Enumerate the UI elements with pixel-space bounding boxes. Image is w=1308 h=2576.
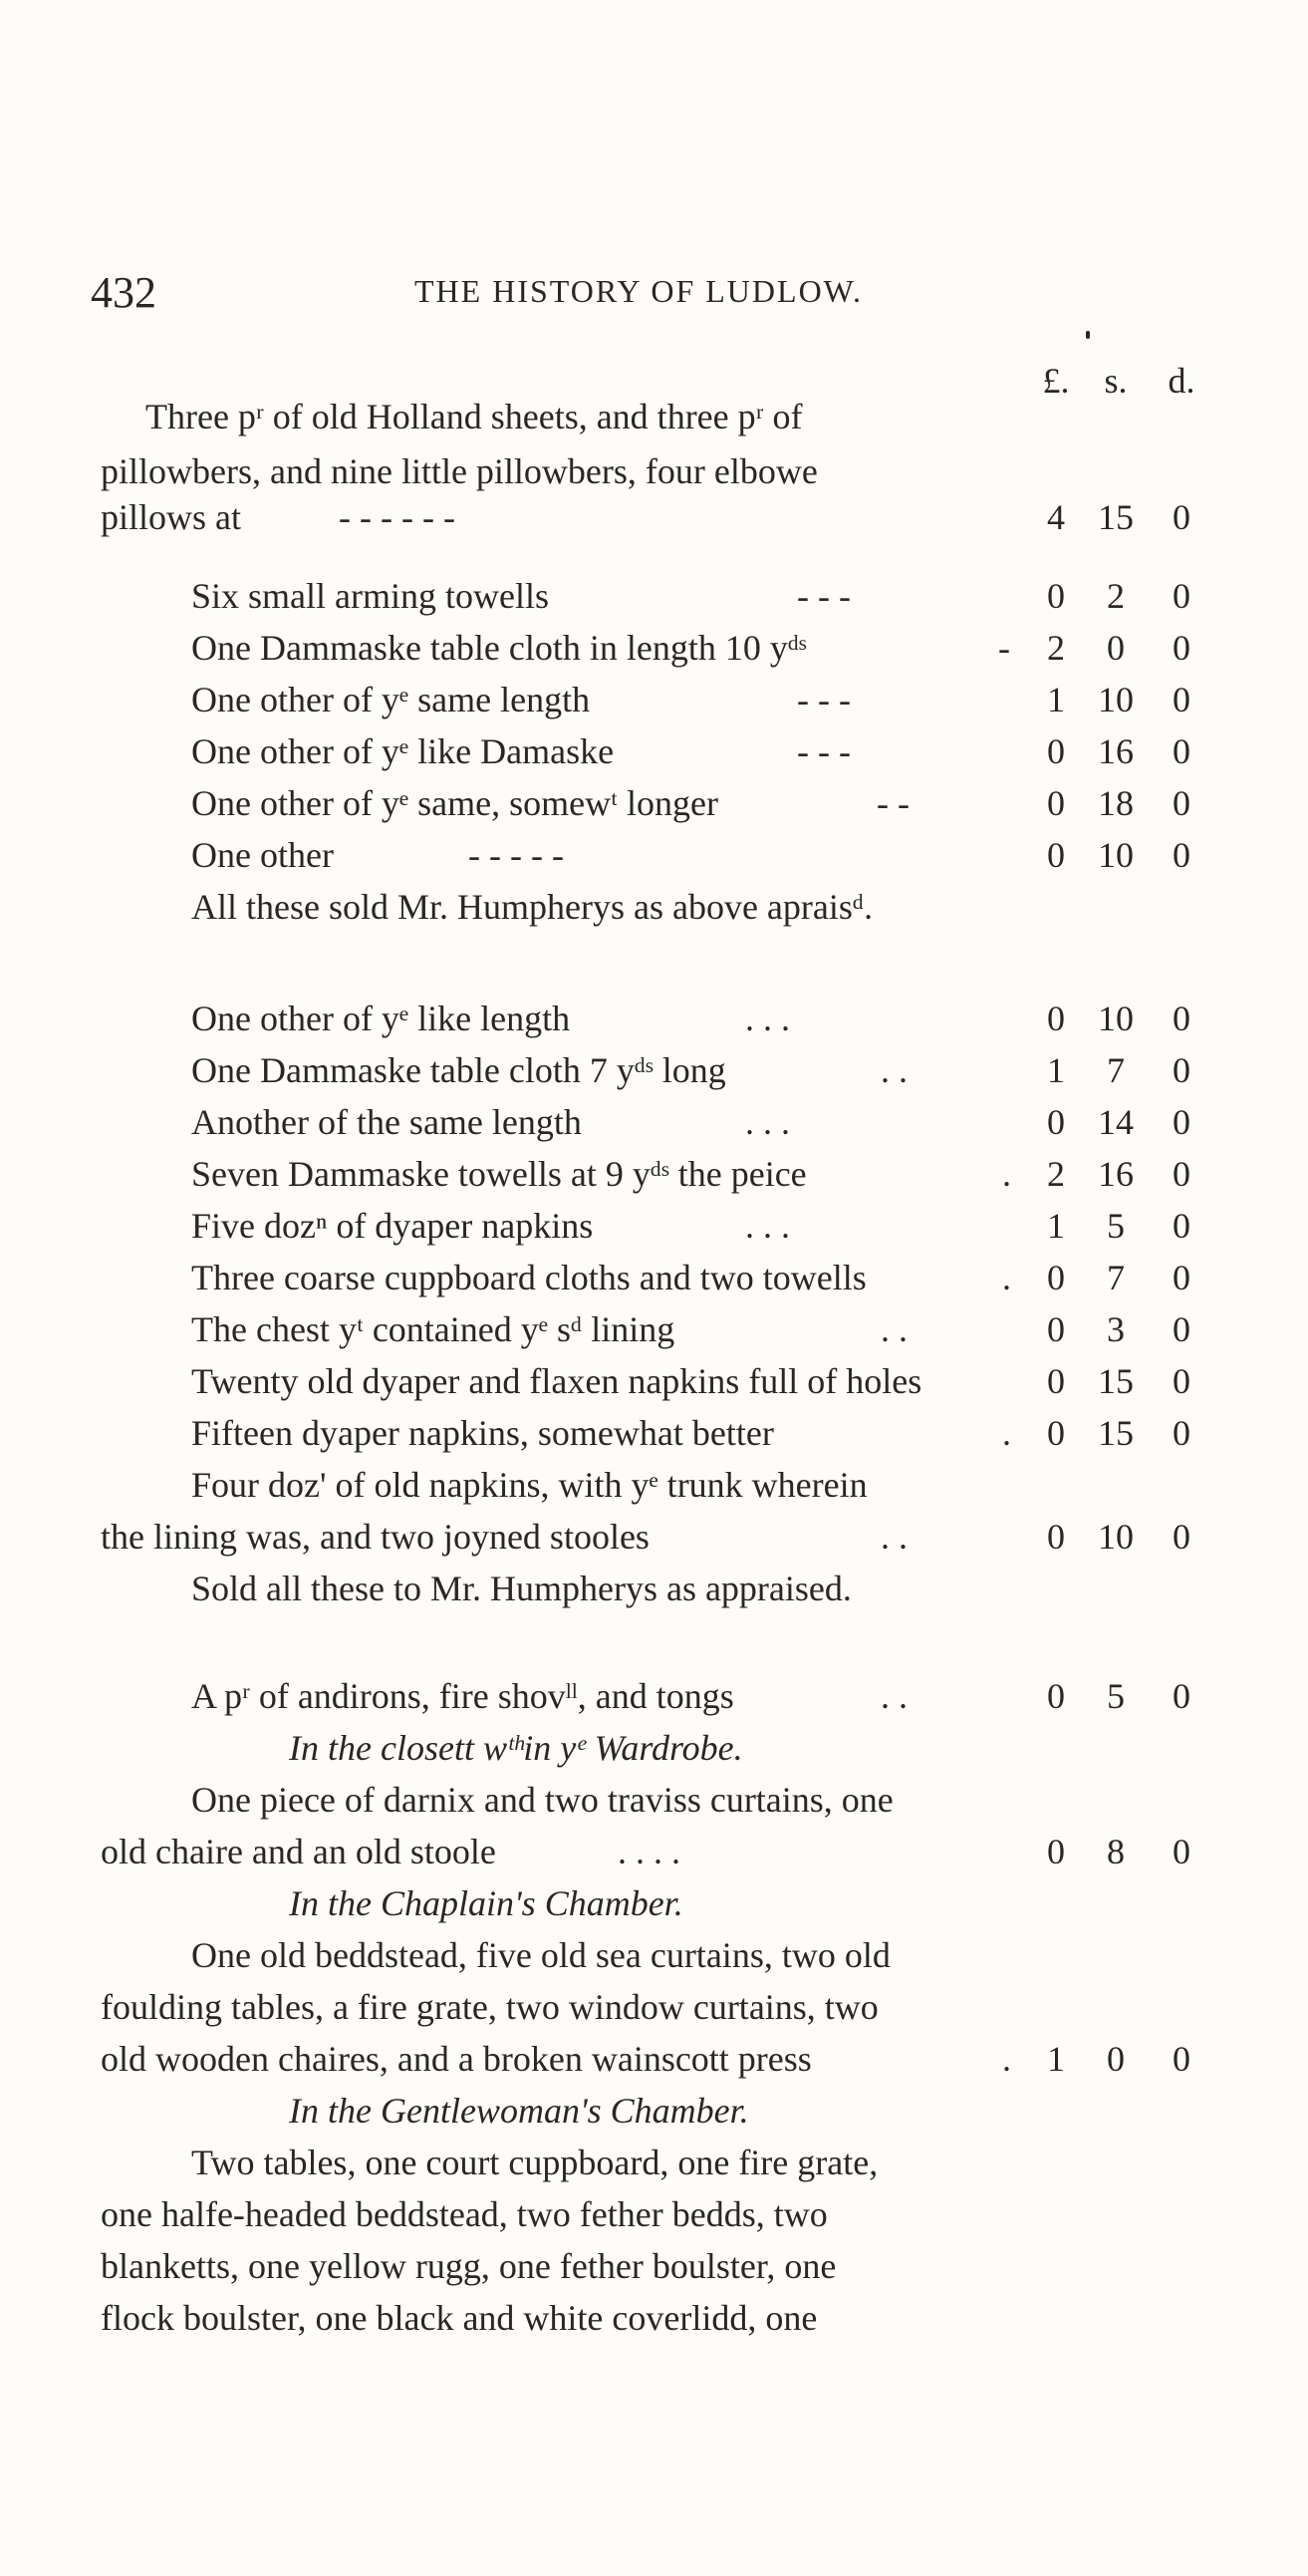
amount-pounds: 0	[1047, 835, 1065, 875]
amount-shillings: 5	[1107, 1676, 1125, 1716]
amount-pence: 0	[1173, 1676, 1190, 1716]
pence-header: d.	[1168, 361, 1195, 401]
entry-text: Seven Dammaske towells at 9 yᵈˢ the peice	[191, 1154, 807, 1194]
leader: - - - - -	[468, 835, 564, 875]
leader: . . . .	[618, 1832, 680, 1871]
entry-text: Three pʳ of old Holland sheets, and three pʳ of	[145, 397, 803, 436]
amount-shillings: 10	[1098, 999, 1134, 1038]
leader: . . .	[745, 1206, 790, 1246]
entry-text: flock boulster, one black and white coverlidd, one	[101, 2298, 818, 2338]
entry-text: One other of yᵉ like length	[191, 999, 571, 1038]
amount-shillings: 15	[1098, 497, 1134, 537]
amount-pounds: 0	[1047, 783, 1065, 823]
amount-pence: 0	[1173, 835, 1190, 875]
amount-pounds: 4	[1047, 497, 1065, 537]
amount-shillings: 8	[1107, 1832, 1125, 1871]
entry-text: pillowbers, and nine little pillowbers, four elbowe	[101, 451, 818, 491]
amount-shillings: 10	[1098, 1517, 1134, 1557]
running-head	[91, 267, 1217, 317]
entry-text: old chaire and an old stoole	[101, 1832, 496, 1871]
amount-pence: 0	[1173, 497, 1190, 537]
amount-shillings: 5	[1107, 1206, 1125, 1246]
leader: - - -	[797, 576, 851, 616]
entry-text: Another of the same length	[191, 1102, 582, 1142]
amount-pounds: 0	[1047, 1413, 1065, 1453]
entry-text: One Dammaske table cloth 7 yᵈˢ long	[191, 1050, 726, 1090]
amount-pounds: 0	[1047, 1258, 1065, 1297]
leader: . .	[881, 1050, 908, 1090]
entry-text: Fifteen dyaper napkins, somewhat better	[191, 1413, 774, 1453]
amount-shillings: 10	[1098, 835, 1134, 875]
amount-shillings: 7	[1107, 1258, 1125, 1297]
amount-pounds: 2	[1047, 1154, 1065, 1194]
entry-text: One piece of darnix and two traviss curtains, one	[191, 1780, 894, 1820]
amount-pounds: 0	[1047, 731, 1065, 771]
leader: .	[1002, 1154, 1011, 1194]
leader: -	[998, 628, 1010, 668]
entry-text: One old beddstead, five old sea curtains, two old	[191, 1935, 891, 1975]
entry-text: One other of yᵉ like Damaske	[191, 731, 615, 771]
amount-pounds: 1	[1047, 1050, 1065, 1090]
amount-pence: 0	[1173, 1517, 1190, 1557]
amount-pounds: 0	[1047, 1309, 1065, 1349]
amount-shillings: 15	[1098, 1413, 1134, 1453]
entry-text: old wooden chaires, and a broken wainscott press	[101, 2039, 812, 2079]
amount-shillings: 16	[1098, 731, 1134, 771]
amount-pounds: 0	[1047, 1102, 1065, 1142]
entry-text: Three coarse cuppboard cloths and two towells	[191, 1258, 867, 1297]
amount-pence: 0	[1173, 1102, 1190, 1142]
amount-pounds: 0	[1047, 1676, 1065, 1716]
amount-pounds: 2	[1047, 628, 1065, 668]
amount-shillings: 16	[1098, 1154, 1134, 1194]
leader: .	[1002, 1413, 1011, 1453]
amount-pence: 0	[1173, 731, 1190, 771]
amount-pence: 0	[1173, 999, 1190, 1038]
amount-pence: 0	[1173, 1050, 1190, 1090]
amount-pence: 0	[1173, 680, 1190, 719]
print-speck	[1086, 331, 1090, 339]
amount-pence: 0	[1173, 1413, 1190, 1453]
amount-pence: 0	[1173, 783, 1190, 823]
entry-text: A pʳ of andirons, fire shovˡˡ, and tongs	[191, 1676, 734, 1716]
amount-pounds: 0	[1047, 1361, 1065, 1401]
leader: - - -	[797, 680, 851, 719]
entry-text: Two tables, one court cuppboard, one fire grate,	[191, 2143, 879, 2182]
heading-text: In the closett wᵗʰin yᵉ Wardrobe.	[289, 1728, 743, 1768]
amount-pence: 0	[1173, 1832, 1190, 1871]
entry-text: foulding tables, a fire grate, two window curtains, two	[101, 1987, 879, 2027]
running-title: THE HISTORY OF LUDLOW.	[414, 273, 863, 309]
heading-text: In the Gentlewoman's Chamber.	[289, 2091, 749, 2131]
note-text: All these sold Mr. Humpherys as above apraisᵈ.	[191, 887, 874, 927]
entry-text: One Dammaske table cloth in length 10 yᵈˢ	[191, 628, 807, 668]
leader: . . .	[745, 1102, 790, 1142]
amount-pounds: 1	[1047, 2039, 1065, 2079]
entry-text: Twenty old dyaper and flaxen napkins full of holes	[191, 1361, 922, 1401]
amount-pounds: 0	[1047, 1832, 1065, 1871]
amount-pounds: 0	[1047, 576, 1065, 616]
amount-pence: 0	[1173, 628, 1190, 668]
entry-text: One other of yᵉ same, somewᵗ longer	[191, 783, 718, 823]
entry-text: pillows at	[101, 497, 241, 537]
entry-text: blanketts, one yellow rugg, one fether boulster, one	[101, 2246, 837, 2286]
pounds-header: £.	[1042, 361, 1070, 401]
amount-shillings: 0	[1107, 628, 1125, 668]
leader: - - -	[797, 731, 851, 771]
amount-pounds: 0	[1047, 999, 1065, 1038]
leader: . .	[881, 1517, 908, 1557]
amount-pence: 0	[1173, 576, 1190, 616]
leader: . .	[881, 1676, 908, 1716]
leader: . .	[881, 1309, 908, 1349]
amount-pence: 0	[1173, 1206, 1190, 1246]
entry-text: the lining was, and two joyned stooles	[101, 1517, 650, 1557]
amount-pounds: 1	[1047, 680, 1065, 719]
amount-shillings: 2	[1107, 576, 1125, 616]
leader: - -	[877, 783, 910, 823]
amount-shillings: 3	[1107, 1309, 1125, 1349]
amount-shillings: 0	[1107, 2039, 1125, 2079]
heading-text: In the Chaplain's Chamber.	[289, 1883, 683, 1923]
amount-pounds: 0	[1047, 1517, 1065, 1557]
amount-pence: 0	[1173, 1258, 1190, 1297]
amount-shillings: 14	[1098, 1102, 1134, 1142]
amount-pence: 0	[1173, 1309, 1190, 1349]
amount-pence: 0	[1173, 2039, 1190, 2079]
entry-text: The chest yᵗ contained yᵉ sᵈ lining	[191, 1309, 675, 1349]
amount-pence: 0	[1173, 1154, 1190, 1194]
leader: . . .	[745, 999, 790, 1038]
amount-shillings: 15	[1098, 1361, 1134, 1401]
page-number: 432	[91, 268, 156, 317]
entry-text: Four doz' of old napkins, with yᵉ trunk wherein	[191, 1465, 868, 1505]
leader: .	[1002, 1258, 1011, 1297]
entry-text: One other	[191, 835, 334, 875]
amount-shillings: 18	[1098, 783, 1134, 823]
amount-pounds: 1	[1047, 1206, 1065, 1246]
shillings-header: s.	[1104, 361, 1128, 401]
leader: - - - - - -	[339, 497, 455, 537]
note-text: Sold all these to Mr. Humpherys as appraised.	[191, 1569, 852, 1608]
leader: .	[1002, 2039, 1011, 2079]
amount-shillings: 10	[1098, 680, 1134, 719]
entry-text: one halfe-headed beddstead, two fether bedds, two	[101, 2194, 828, 2234]
entry-text: Five dozⁿ of dyaper napkins	[191, 1206, 594, 1246]
entry-text: One other of yᵉ same length	[191, 680, 591, 719]
entry-text: Six small arming towells	[191, 576, 549, 616]
amount-shillings: 7	[1107, 1050, 1125, 1090]
amount-pence: 0	[1173, 1361, 1190, 1401]
